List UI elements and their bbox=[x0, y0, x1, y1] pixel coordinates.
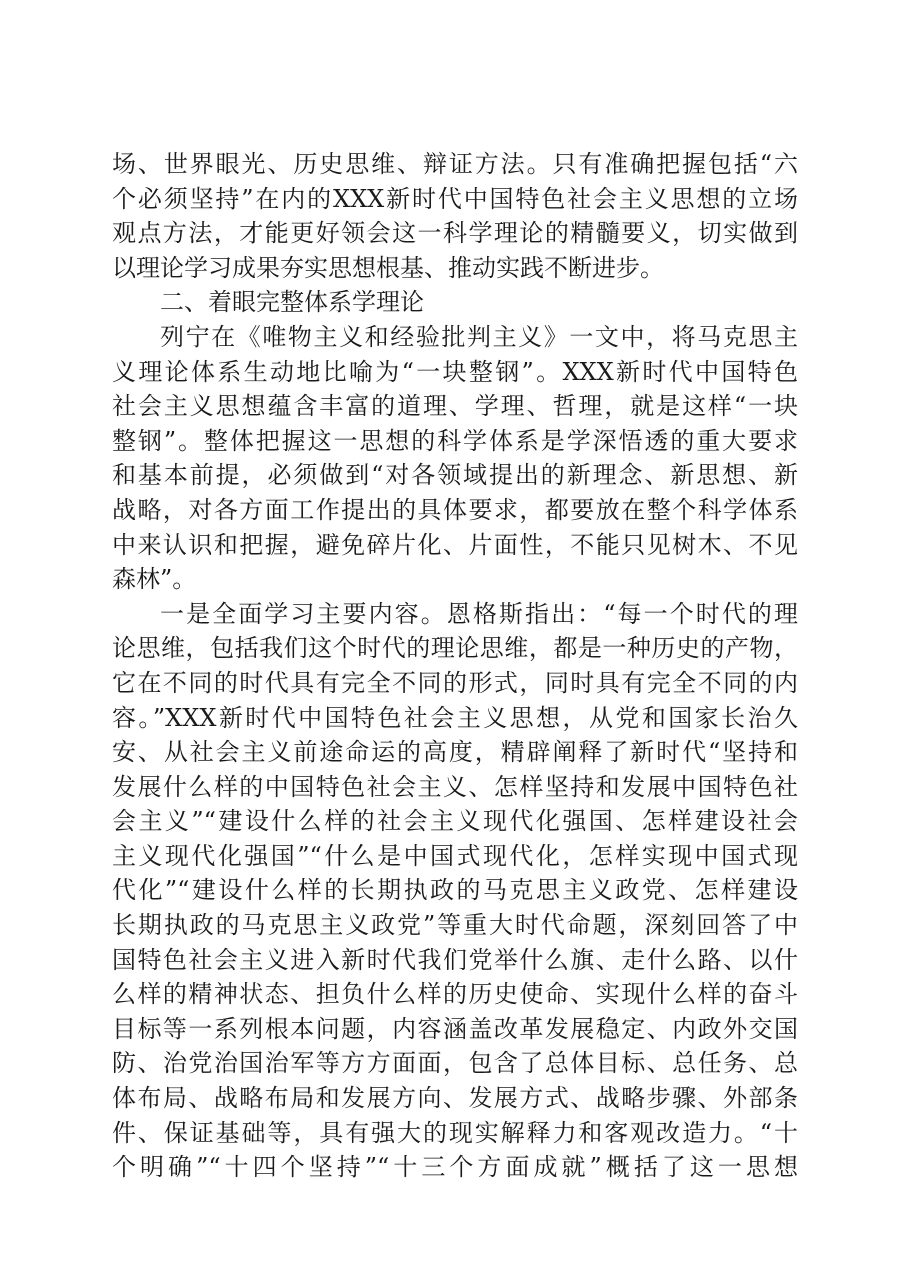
text-line: 个明确”“十四个坚持”“十三个方面成就”概括了这一思想 bbox=[112, 1153, 798, 1182]
text-line: 主义现代化强国”“什么是中国式现代化，怎样实现中国式现 bbox=[112, 841, 798, 870]
text-line: 场、世界眼光、历史思维、辩证方法。只有准确把握包括“六 bbox=[112, 150, 798, 178]
text-line: 目标等一系列根本问题，内容涵盖改革发展稳定、内政外交国 bbox=[112, 1014, 798, 1043]
text-line: 以理论学习成果夯实思想根基、推动实践不断进步。 bbox=[112, 253, 664, 282]
text-line: 中来认识和把握，避免碎片化、片面性，不能只见树木、不见 bbox=[112, 530, 798, 559]
text-line: 长期执政的马克思主义政党”等重大时代命题，深刻回答了中 bbox=[112, 911, 798, 940]
text-line: 体布局、战略布局和发展方向、发展方式、战略步骤、外部条 bbox=[112, 1084, 798, 1113]
text-line: 和基本前提，必须做到“对各领域提出的新理念、新思想、新 bbox=[112, 461, 798, 490]
text-line: 整钢”。整体把握这一思想的科学体系是学深悟透的重大要求 bbox=[112, 426, 798, 455]
text-line: 义理论体系生动地比喻为“一块整钢”。XXX新时代中国特色 bbox=[112, 357, 798, 386]
section-heading: 二、着眼完整体系学理论 bbox=[160, 288, 424, 317]
text-line: 代化”“建设什么样的长期执政的马克思主义政党、怎样建设 bbox=[112, 876, 798, 905]
text-line: 它在不同的时代具有完全不同的形式，同时具有完全不同的内 bbox=[112, 668, 798, 697]
text-line: 战略，对各方面工作提出的具体要求，都要放在整个科学体系 bbox=[112, 495, 798, 524]
text-line: 安、从社会主义前途命运的高度，精辟阐释了新时代“坚持和 bbox=[112, 738, 798, 767]
text-line: 件、保证基础等，具有强大的现实解释力和客观改造力。“十 bbox=[112, 1118, 798, 1147]
document-body bbox=[112, 147, 798, 1185]
text-line: 列宁在《唯物主义和经验批判主义》一文中，将马克思主 bbox=[160, 322, 798, 351]
text-line: 防、治党治国治军等方方面面，包含了总体目标、总任务、总 bbox=[112, 1049, 798, 1078]
text-line: 个必须坚持”在内的XXX新时代中国特色社会主义思想的立场 bbox=[112, 184, 798, 213]
text-line: 国特色社会主义进入新时代我们党举什么旗、走什么路、以什 bbox=[112, 945, 798, 974]
text-line: 观点方法，才能更好领会这一科学理论的精髓要义，切实做到 bbox=[112, 219, 798, 248]
text-line: 社会主义思想蕴含丰富的道理、学理、哲理，就是这样“一块 bbox=[112, 392, 798, 421]
text-line: 森林”。 bbox=[112, 565, 197, 594]
text-line: 一是全面学习主要内容。恩格斯指出：“每一个时代的理 bbox=[160, 599, 798, 628]
text-line: 会主义”“建设什么样的社会主义现代化强国、怎样建设社会 bbox=[112, 807, 798, 836]
text-line: 容。”XXX新时代中国特色社会主义思想，从党和国家长治久 bbox=[112, 703, 798, 732]
text-line: 论思维，包括我们这个时代的理论思维，都是一种历史的产物， bbox=[112, 634, 798, 663]
text-line: 么样的精神状态、担负什么样的历史使命、实现什么样的奋斗 bbox=[112, 980, 798, 1009]
text-line: 发展什么样的中国特色社会主义、怎样坚持和发展中国特色社 bbox=[112, 772, 798, 801]
